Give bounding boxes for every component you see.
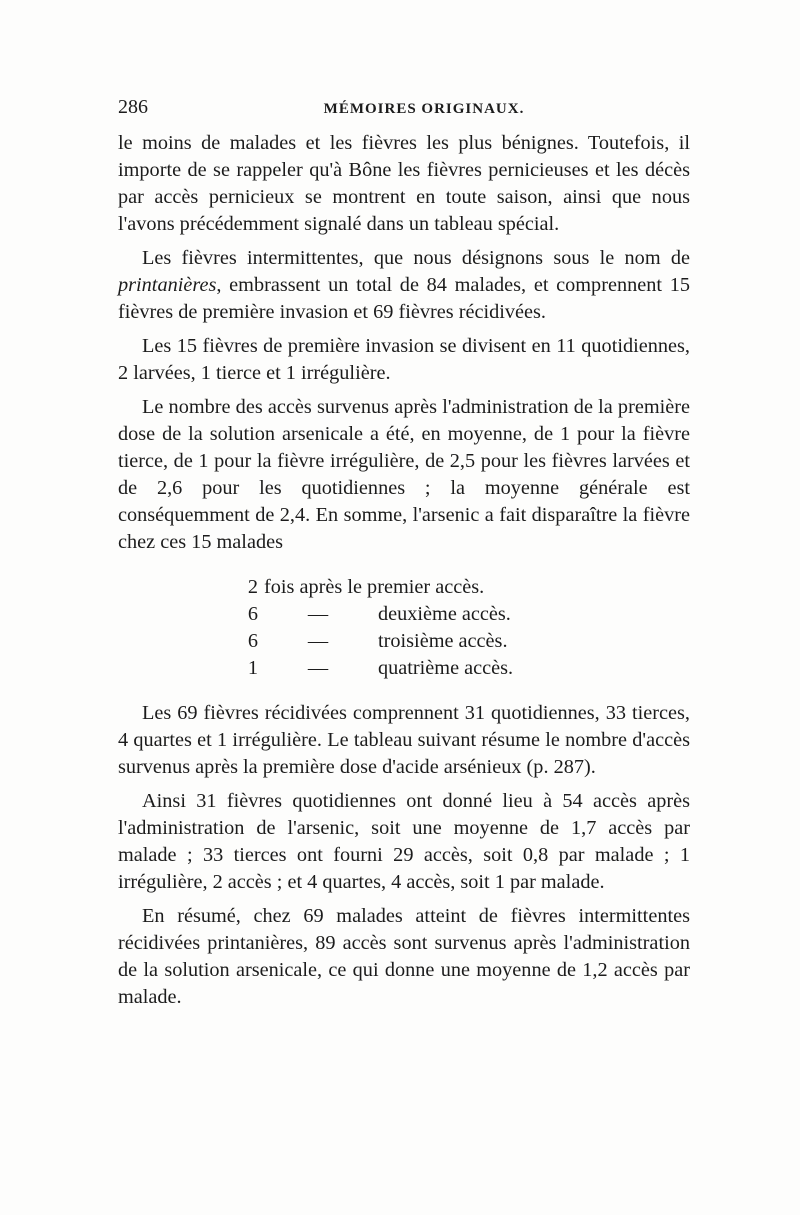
paragraph: En résumé, chez 69 malades atteint de fièvres intermittentes récidivées printanières, 89 accès sont survenus après l'administration de la solution arsenicale, ce qui donne une moyenne de 1,2 accès par malade. bbox=[118, 905, 690, 1008]
ditto-dash: — bbox=[307, 630, 329, 652]
list-count: 6 bbox=[247, 603, 258, 625]
list-item bbox=[118, 601, 690, 628]
access-list bbox=[118, 574, 690, 682]
list-count: 6 bbox=[247, 630, 258, 652]
page-number: 286 bbox=[118, 96, 148, 118]
page-header bbox=[118, 96, 690, 126]
body-text bbox=[118, 130, 690, 1018]
list-item bbox=[118, 574, 690, 601]
running-title: MÉMOIRES ORIGINAUX. bbox=[323, 101, 525, 117]
list-text: troisième accès. bbox=[378, 630, 508, 652]
paragraph-part: Les fièvres intermittentes, que nous désignons sous le nom de bbox=[142, 247, 690, 269]
list-item bbox=[118, 655, 690, 682]
list-item bbox=[118, 628, 690, 655]
paragraph bbox=[118, 245, 690, 326]
list-text: quatrième accès. bbox=[378, 657, 514, 679]
paragraph: Les 69 fièvres récidivées comprennent 31 quotidiennes, 33 tierces, 4 quartes et 1 irrégulière. Le tableau suivant résume le nombre d'accès survenus après la première dose d'acide arsénieux (p. 287). bbox=[118, 702, 690, 778]
paragraph-part: , embrassent un total de 84 malades, et comprennent 15 fièvres de première invasion et 69 fièvres récidivées. bbox=[118, 274, 690, 323]
paragraph: le moins de malades et les fièvres les plus bénignes. Toutefois, il importe de se rappeler qu'à Bône les fièvres pernicieuses et les décès par accès pernicieux se montrent en toute saison, ainsi que nous l'avons précédemment signalé dans un tableau spécial. bbox=[118, 132, 690, 235]
paragraph: Le nombre des accès survenus après l'administration de la première dose de la solution arsenicale a été, en moyenne, de 1 pour la fièvre tierce, de 1 pour la fièvre irrégulière, de 2,5 pour les fièvres larvées et de 2,6 pour les quotidiennes ; la moyenne générale est conséquemment de 2,4. En somme, l'arsenic a fait disparaître la fièvre chez ces 15 malades bbox=[118, 396, 690, 553]
ditto-dash: — bbox=[307, 657, 329, 679]
list-count: 2 bbox=[247, 576, 258, 598]
emphasis-printanieres: printanières bbox=[118, 274, 217, 296]
ditto-dash: — bbox=[307, 603, 329, 625]
paragraph: Ainsi 31 fièvres quotidiennes ont donné lieu à 54 accès après l'administration de l'arsenic, soit une moyenne de 1,7 accès par malade ; 33 tierces ont fourni 29 accès, soit 0,8 par malade ; 1 irrégulière, 2 accès ; et 4 quartes, 4 accès, soit 1 par malade. bbox=[118, 790, 690, 893]
list-count: 1 bbox=[247, 657, 258, 679]
list-text: fois après le premier accès. bbox=[264, 576, 485, 598]
list-text: deuxième accès. bbox=[378, 603, 511, 625]
paragraph: Les 15 fièvres de première invasion se divisent en 11 quotidiennes, 2 larvées, 1 tierce et 1 irrégulière. bbox=[118, 335, 690, 384]
